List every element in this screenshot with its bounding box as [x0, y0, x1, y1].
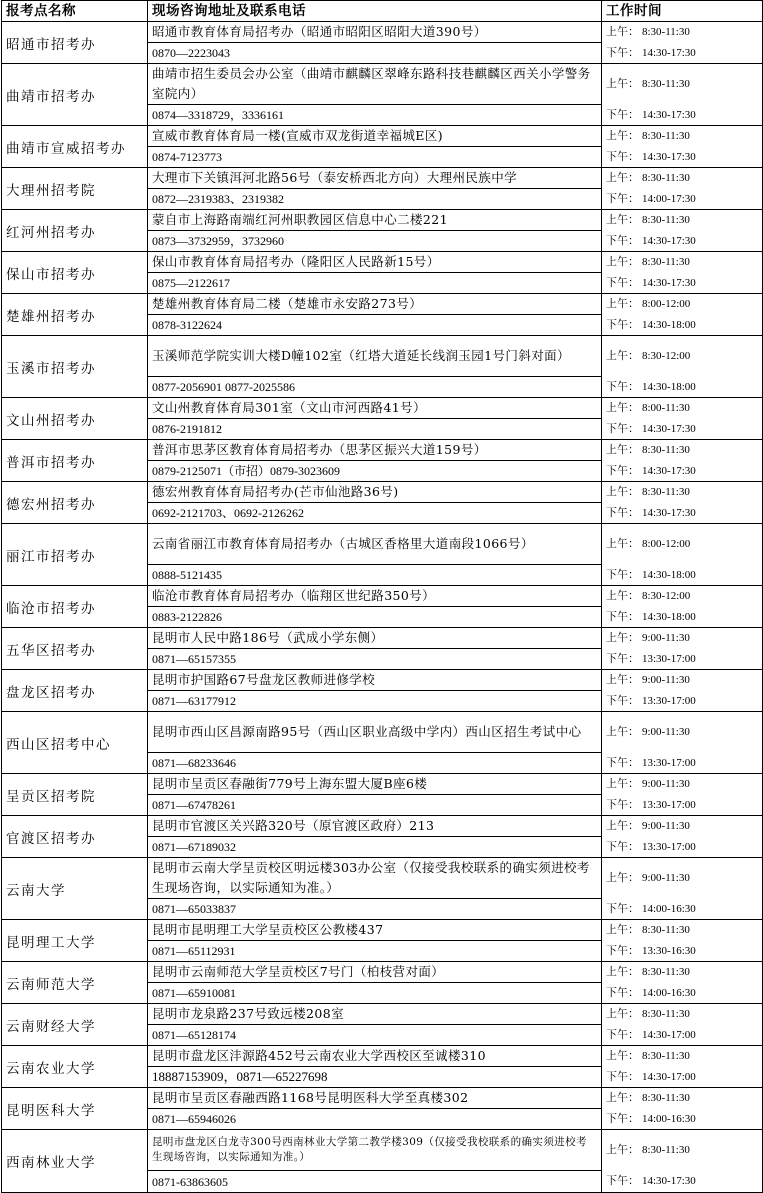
afternoon-label: 下午：	[606, 191, 639, 205]
afternoon-hours	[602, 565, 763, 586]
afternoon-hours	[602, 231, 763, 252]
table-body	[2, 22, 763, 1193]
morning-hours	[602, 336, 763, 377]
afternoon-time: 14:00-16:30	[642, 986, 696, 999]
site-address: 大理市下关镇洱河北路56号（泰安桥西北方向）大理州民族中学	[148, 168, 602, 189]
afternoon-label: 下午：	[606, 1027, 639, 1041]
morning-label: 上午：	[606, 871, 639, 885]
table-row	[2, 586, 763, 607]
morning-label: 上午：	[606, 255, 639, 269]
afternoon-hours	[602, 899, 763, 920]
morning-label: 上午：	[606, 589, 639, 603]
site-address: 昆明市人民中路186号（武成小学东侧）	[148, 628, 602, 649]
morning-label: 上午：	[606, 965, 639, 979]
afternoon-label: 下午：	[606, 233, 639, 247]
afternoon-hours	[602, 649, 763, 670]
site-name: 云南师范大学	[2, 962, 148, 1004]
header-address-phone: 现场咨询地址及联系电话	[148, 1, 602, 22]
afternoon-label: 下午：	[606, 943, 639, 957]
site-phone: 0871-63863605	[148, 1171, 602, 1193]
afternoon-time: 13:30-17:00	[642, 652, 696, 665]
morning-hours	[602, 816, 763, 837]
morning-hours	[602, 22, 763, 43]
site-address: 昆明市护国路67号盘龙区教师进修学校	[148, 670, 602, 691]
table-row	[2, 524, 763, 565]
table-row	[2, 712, 763, 753]
site-name: 曲靖市招考办	[2, 64, 148, 126]
afternoon-time: 14:30-18:00	[642, 610, 696, 623]
afternoon-time: 14:30-18:00	[642, 318, 696, 331]
table-row	[2, 962, 763, 983]
site-name: 大理州招考院	[2, 168, 148, 210]
site-phone: 0871—63177912	[148, 691, 602, 712]
site-phone: 0872—2319383、2319382	[148, 189, 602, 210]
site-address: 昆明市盘龙区白龙寺300号西南林业大学第二教学楼309（仅接受我校联系的确实须进校考生现场咨询，以实际通知为准。）	[148, 1130, 602, 1171]
afternoon-time: 13:30-16:30	[642, 944, 696, 957]
table-row	[2, 252, 763, 273]
site-phone: 0871—65157355	[148, 649, 602, 670]
site-address: 昆明市云南师范大学呈贡校区7号门（柏枝营对面）	[148, 962, 602, 983]
morning-label: 上午：	[606, 297, 639, 311]
site-name: 曲靖市宣威招考办	[2, 126, 148, 168]
morning-label: 上午：	[606, 1007, 639, 1021]
morning-label: 上午：	[606, 1143, 639, 1157]
morning-time: 9:00-11:30	[642, 726, 690, 739]
site-address: 昆明市龙泉路237号致远楼208室	[148, 1004, 602, 1025]
site-address: 德宏州教育体育局招考办(芒市仙池路36号)	[148, 482, 602, 503]
morning-hours	[602, 962, 763, 983]
table-row	[2, 398, 763, 419]
site-phone: 0871—65033837	[148, 899, 602, 920]
site-address: 昆明市呈贡区春融西路1168号昆明医科大学至真楼302	[148, 1088, 602, 1109]
afternoon-label: 下午：	[606, 755, 639, 769]
morning-label: 上午：	[606, 129, 639, 143]
morning-hours	[602, 482, 763, 503]
site-address: 昆明市呈贡区春融街779号上海东盟大厦B座6楼	[148, 774, 602, 795]
afternoon-label: 下午：	[606, 693, 639, 707]
morning-hours	[602, 126, 763, 147]
header-site-name: 报考点名称	[2, 1, 148, 22]
morning-label: 上午：	[606, 777, 639, 791]
morning-label: 上午：	[606, 349, 639, 363]
site-name: 文山州招考办	[2, 398, 148, 440]
afternoon-label: 下午：	[606, 379, 639, 393]
site-phone: 0879-2125071（市招）0879-3023609	[148, 461, 602, 482]
table-row	[2, 1004, 763, 1025]
morning-time: 8:30-11:30	[642, 214, 690, 227]
morning-time: 8:00-12:00	[642, 538, 691, 551]
morning-hours	[602, 1004, 763, 1025]
morning-time: 8:30-12:00	[642, 590, 691, 603]
site-address: 昆明市盘龙区沣源路452号云南农业大学西校区至诚楼310	[148, 1046, 602, 1067]
site-name: 昆明医科大学	[2, 1088, 148, 1130]
site-address: 临沧市教育体育局招考办（临翔区世纪路350号）	[148, 586, 602, 607]
site-address: 玉溪师范学院实训大楼D幢102室（红塔大道延长线润玉园1号门斜对面）	[148, 336, 602, 377]
morning-time: 9:00-11:30	[642, 872, 690, 885]
afternoon-hours	[602, 607, 763, 628]
site-address: 楚雄州教育体育局二楼（楚雄市永安路273号）	[148, 294, 602, 315]
afternoon-time: 14:30-17:30	[642, 422, 696, 435]
site-phone: 0888-5121435	[148, 565, 602, 586]
site-name: 西山区招考中心	[2, 712, 148, 774]
site-phone: 0875—2122617	[148, 273, 602, 294]
morning-time: 8:00-12:00	[642, 298, 691, 311]
afternoon-hours	[602, 983, 763, 1004]
morning-label: 上午：	[606, 923, 639, 937]
site-phone: 0874-7123773	[148, 147, 602, 168]
afternoon-hours	[602, 43, 763, 64]
table-row	[2, 858, 763, 899]
afternoon-hours	[602, 795, 763, 816]
site-address: 昆明市官渡区关兴路320号（原官渡区政府）213	[148, 816, 602, 837]
site-phone: 18887153909，0871—65227698	[148, 1067, 602, 1088]
site-name: 云南大学	[2, 858, 148, 920]
morning-time: 9:00-11:30	[642, 778, 690, 791]
header-row	[2, 1, 763, 22]
afternoon-hours	[602, 377, 763, 398]
morning-label: 上午：	[606, 401, 639, 415]
afternoon-time: 14:00-16:30	[642, 902, 696, 915]
table-row	[2, 1046, 763, 1067]
morning-hours	[602, 398, 763, 419]
afternoon-time: 14:00-16:30	[642, 1112, 696, 1125]
table-row	[2, 22, 763, 43]
afternoon-hours	[602, 273, 763, 294]
morning-time: 9:00-11:30	[642, 632, 690, 645]
afternoon-label: 下午：	[606, 567, 639, 581]
site-address: 昆明市昆明理工大学呈贡校区公教楼437	[148, 920, 602, 941]
site-phone: 0871—67189032	[148, 837, 602, 858]
site-name: 玉溪市招考办	[2, 336, 148, 398]
afternoon-hours	[602, 691, 763, 712]
site-name: 盘龙区招考办	[2, 670, 148, 712]
site-name: 官渡区招考办	[2, 816, 148, 858]
afternoon-time: 14:30-17:30	[642, 150, 696, 163]
afternoon-hours	[602, 315, 763, 336]
site-address: 宣威市教育体育局一楼(宣威市双龙街道幸福城E区)	[148, 126, 602, 147]
site-name: 楚雄州招考办	[2, 294, 148, 336]
morning-hours	[602, 294, 763, 315]
site-name: 呈贡区招考院	[2, 774, 148, 816]
morning-label: 上午：	[606, 725, 639, 739]
afternoon-label: 下午：	[606, 107, 639, 121]
morning-hours	[602, 712, 763, 753]
site-name: 保山市招考办	[2, 252, 148, 294]
site-name: 云南财经大学	[2, 1004, 148, 1046]
morning-time: 8:30-11:30	[642, 130, 690, 143]
table-row	[2, 64, 763, 105]
afternoon-time: 14:30-17:30	[642, 464, 696, 477]
site-address: 普洱市思茅区教育体育局招考办（思茅区振兴大道159号）	[148, 440, 602, 461]
site-phone: 0871—65128174	[148, 1025, 602, 1046]
afternoon-label: 下午：	[606, 609, 639, 623]
afternoon-hours	[602, 837, 763, 858]
afternoon-hours	[602, 1171, 763, 1193]
site-phone: 0871—65946026	[148, 1109, 602, 1130]
site-phone: 0871—67478261	[148, 795, 602, 816]
morning-hours	[602, 524, 763, 565]
site-name: 五华区招考办	[2, 628, 148, 670]
site-name: 普洱市招考办	[2, 440, 148, 482]
afternoon-hours	[602, 105, 763, 126]
site-address: 文山州教育体育局301室（文山市河西路41号）	[148, 398, 602, 419]
table-row	[2, 1088, 763, 1109]
afternoon-label: 下午：	[606, 317, 639, 331]
afternoon-time: 14:30-18:00	[642, 568, 696, 581]
afternoon-time: 14:30-17:30	[642, 234, 696, 247]
afternoon-hours	[602, 189, 763, 210]
afternoon-label: 下午：	[606, 463, 639, 477]
afternoon-time: 13:30-17:00	[642, 756, 696, 769]
afternoon-time: 14:30-17:30	[642, 46, 696, 59]
afternoon-label: 下午：	[606, 985, 639, 999]
table-row	[2, 336, 763, 377]
site-phone: 0871—65112931	[148, 941, 602, 962]
afternoon-label: 下午：	[606, 275, 639, 289]
site-address: 昭通市教育体育局招考办（昭通市昭阳区昭阳大道390号）	[148, 22, 602, 43]
table-row	[2, 920, 763, 941]
morning-label: 上午：	[606, 631, 639, 645]
table-row	[2, 774, 763, 795]
morning-time: 8:30-12:00	[642, 350, 691, 363]
morning-label: 上午：	[606, 1049, 639, 1063]
exam-site-table	[1, 0, 763, 1193]
morning-hours	[602, 64, 763, 105]
site-address: 曲靖市招生委员会办公室（曲靖市麒麟区翠峰东路科技巷麒麟区西关小学警务室院内）	[148, 64, 602, 105]
table-row	[2, 1130, 763, 1171]
afternoon-label: 下午：	[606, 901, 639, 915]
morning-hours	[602, 252, 763, 273]
afternoon-label: 下午：	[606, 45, 639, 59]
morning-hours	[602, 774, 763, 795]
morning-hours	[602, 168, 763, 189]
afternoon-hours	[602, 147, 763, 168]
afternoon-time: 14:30-17:30	[642, 276, 696, 289]
afternoon-time: 14:00-17:30	[642, 192, 696, 205]
morning-label: 上午：	[606, 819, 639, 833]
afternoon-hours	[602, 419, 763, 440]
site-address: 保山市教育体育局招考办（隆阳区人民路新15号）	[148, 252, 602, 273]
morning-hours	[602, 920, 763, 941]
afternoon-hours	[602, 1109, 763, 1130]
afternoon-time: 13:30-17:00	[642, 840, 696, 853]
site-phone: 0871—65910081	[148, 983, 602, 1004]
afternoon-label: 下午：	[606, 797, 639, 811]
morning-time: 8:30-11:30	[642, 172, 690, 185]
afternoon-hours	[602, 753, 763, 774]
morning-time: 8:30-11:30	[642, 486, 690, 499]
morning-time: 8:30-11:30	[642, 1008, 690, 1021]
morning-label: 上午：	[606, 1091, 639, 1105]
morning-label: 上午：	[606, 443, 639, 457]
morning-label: 上午：	[606, 25, 639, 39]
morning-hours	[602, 586, 763, 607]
morning-label: 上午：	[606, 213, 639, 227]
site-address: 昆明市云南大学呈贡校区明远楼303办公室（仅接受我校联系的确实须进校考生现场咨询，以实际通知为准。）	[148, 858, 602, 899]
morning-label: 上午：	[606, 77, 639, 91]
site-phone: 0871—68233646	[148, 753, 602, 774]
afternoon-label: 下午：	[606, 1174, 639, 1188]
afternoon-time: 13:30-17:00	[642, 798, 696, 811]
site-name: 昭通市招考办	[2, 22, 148, 64]
header-work-time: 工作时间	[602, 1, 763, 22]
site-phone: 0874—3318729，3336161	[148, 105, 602, 126]
site-name: 昆明理工大学	[2, 920, 148, 962]
site-address: 昆明市西山区昌源南路95号（西山区职业高级中学内）西山区招生考试中心	[148, 712, 602, 753]
afternoon-time: 13:30-17:00	[642, 694, 696, 707]
morning-time: 8:30-11:30	[642, 78, 690, 91]
morning-time: 8:30-11:30	[642, 966, 690, 979]
morning-hours	[602, 1088, 763, 1109]
morning-hours	[602, 1130, 763, 1171]
afternoon-label: 下午：	[606, 421, 639, 435]
afternoon-time: 14:30-17:00	[642, 1028, 696, 1041]
morning-hours	[602, 1046, 763, 1067]
morning-label: 上午：	[606, 485, 639, 499]
site-name: 红河州招考办	[2, 210, 148, 252]
site-name: 云南农业大学	[2, 1046, 148, 1088]
site-name: 西南林业大学	[2, 1130, 148, 1193]
morning-time: 9:00-11:30	[642, 820, 690, 833]
morning-time: 8:30-11:30	[642, 444, 690, 457]
afternoon-time: 14:30-17:30	[642, 506, 696, 519]
afternoon-time: 14:30-17:30	[642, 1175, 696, 1188]
site-phone: 0877-2056901 0877-2025586	[148, 377, 602, 398]
afternoon-label: 下午：	[606, 1111, 639, 1125]
site-address: 蒙自市上海路南端红河州职教园区信息中心二楼221	[148, 210, 602, 231]
site-address: 云南省丽江市教育体育局招考办（古城区香格里大道南段1066号）	[148, 524, 602, 565]
site-phone: 0883-2122826	[148, 607, 602, 628]
morning-time: 8:00-11:30	[642, 402, 690, 415]
site-phone: 0878-3122624	[148, 315, 602, 336]
table-row	[2, 670, 763, 691]
afternoon-label: 下午：	[606, 149, 639, 163]
table-row	[2, 126, 763, 147]
afternoon-time: 14:30-17:00	[642, 1070, 696, 1083]
table-row	[2, 294, 763, 315]
morning-time: 8:30-11:30	[642, 1050, 690, 1063]
table-row	[2, 816, 763, 837]
table-row	[2, 210, 763, 231]
site-name: 丽江市招考办	[2, 524, 148, 586]
morning-hours	[602, 670, 763, 691]
afternoon-time: 14:30-18:00	[642, 380, 696, 393]
morning-time: 8:30-11:30	[642, 26, 690, 39]
table-row	[2, 168, 763, 189]
morning-label: 上午：	[606, 171, 639, 185]
site-name: 临沧市招考办	[2, 586, 148, 628]
site-phone: 0876-2191812	[148, 419, 602, 440]
morning-time: 8:30-11:30	[642, 1092, 690, 1105]
morning-time: 8:30-11:30	[642, 924, 690, 937]
afternoon-hours	[602, 941, 763, 962]
morning-time: 8:30-11:30	[642, 256, 690, 269]
site-phone: 0870—2223043	[148, 43, 602, 64]
afternoon-label: 下午：	[606, 1069, 639, 1083]
afternoon-hours	[602, 503, 763, 524]
morning-hours	[602, 440, 763, 461]
morning-hours	[602, 858, 763, 899]
afternoon-hours	[602, 461, 763, 482]
table-row	[2, 440, 763, 461]
site-phone: 0692-2121703、0692-2126262	[148, 503, 602, 524]
afternoon-hours	[602, 1025, 763, 1046]
morning-time: 8:30-11:30	[642, 1144, 690, 1157]
morning-label: 上午：	[606, 537, 639, 551]
table-row	[2, 628, 763, 649]
afternoon-label: 下午：	[606, 505, 639, 519]
table-row	[2, 482, 763, 503]
morning-hours	[602, 628, 763, 649]
afternoon-label: 下午：	[606, 651, 639, 665]
morning-hours	[602, 210, 763, 231]
afternoon-hours	[602, 1067, 763, 1088]
morning-label: 上午：	[606, 673, 639, 687]
site-name: 德宏州招考办	[2, 482, 148, 524]
site-phone: 0873—3732959，3732960	[148, 231, 602, 252]
afternoon-time: 14:30-17:30	[642, 108, 696, 121]
afternoon-label: 下午：	[606, 839, 639, 853]
morning-time: 9:00-11:30	[642, 674, 690, 687]
